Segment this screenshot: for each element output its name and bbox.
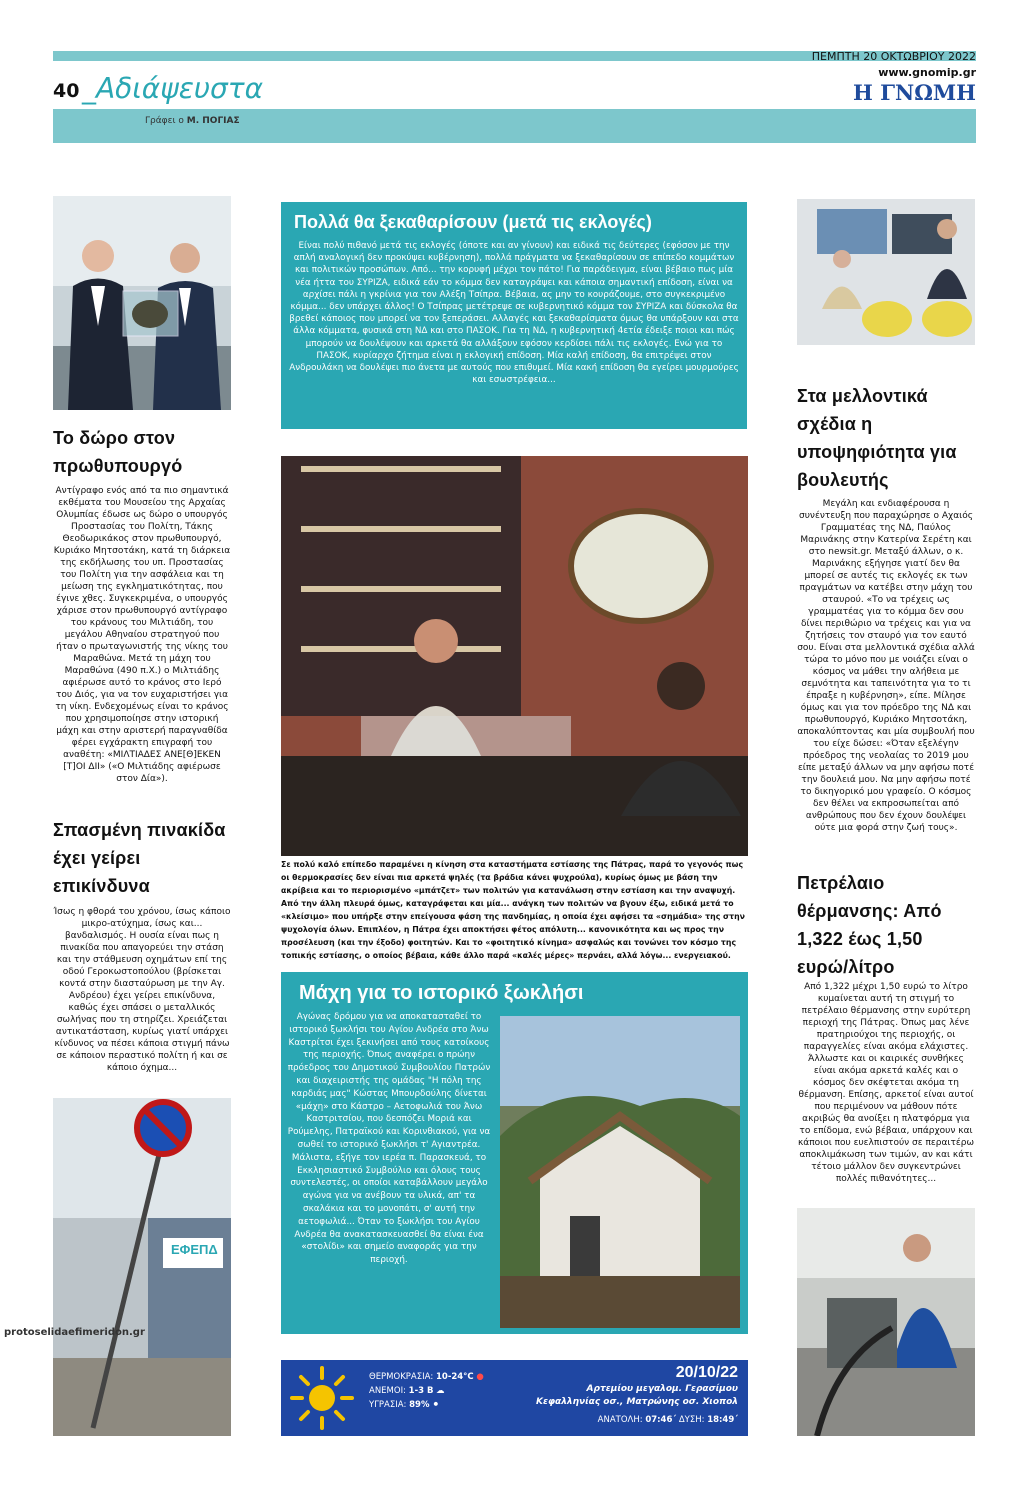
photo-broken-sign [53,1098,231,1436]
byline-bar [53,109,976,143]
sunrise-value: 07:46΄ [645,1415,677,1425]
cloud-icon: ☁ [436,1386,445,1396]
fuel-delivery-illustration [797,1208,975,1436]
photo-gift-ceremony [53,196,231,410]
wind-value: 1-3 Β [408,1386,434,1396]
temperature-label: ΘΕΡΜΟΚΡΑΣΙΑ: [369,1372,434,1382]
gift-ceremony-illustration [53,196,231,410]
article-sign-title: Σπασμένη πινακίδα έχει γείρει επικίνδυνα [53,820,226,896]
byline-prefix: Γράφει ο [145,116,184,126]
byline-author: Μ. ΠΟΓΙΑΣ [186,116,240,126]
article-heating-oil-title: Πετρέλαιο θέρμανσης: Από 1,322 έως 1,50 ευρώ/λίτρο [797,873,942,977]
photo-bar-interior [281,456,748,856]
box-elections-body: Είναι πολύ πιθανό μετά τις εκλογές (όποτε και αν γίνουν) και ειδικά τις δεύτερες (εφόσον με την απλή αναλογική δεν προκύψει κυβέρνηση), πολλά πράγματα να ξεκαθαρίσουν σε επίπεδο κομμάτων και πολιτικών προσώπων. Από... την κορυφή μέχρι τον πάτο! Για παράδειγμα, είναι βέβαιο πως μία νέα ήττα του ΣΥΡΙΖΑ, ειδικά εάν το κόμμα δεν καταγράψει και κάποια σημαντική επίδοση, είναι να αρχίσει πάλι η γκρίνια για τον Αλέξη Τσίπρα. Βέβαια, ας μην το κουράζουμε, στο συγκεκριμένο κόμμα... δεν υπάρχει άλλος! Ο Τσίπρας μετέτρεψε σε κυβερνητικό κόμμα τον ΣΥΡΙΖΑ και δύσκολα θα βρεθεί κάποιος που μπορεί να τον ξεπεράσει. Αλλαγές και ξεκαθαρίσματα όμως θα υπάρξουν και στα άλλα κόμματα, φυσικά στη ΝΔ και στο ΠΑΣΟΚ. Για τη ΝΔ, η κυβερνητική 4ετία έδειξε ποιοι και πώς μπορούν να δουλέψουν και αρκετά θα αλλάξουν εφόσον κερδίσει πάλι τις εκλογές. Ενώ για το ΠΑΣΟΚ, κυρίαρχο ζήτημα είναι η εκλογική επίδοση. Μία καλή επίδοση, θα επιτρέψει στον Ανδρουλάκη να δουλέψει πιο άνετα με αυτούς που επιθυμεί. Μία κακή επίδοση θα εγείρει μουρμούρες και εσωστρέφεια... [289,241,739,386]
humidity-icon: ⚫ [432,1400,440,1410]
photo-chapel-ruins [500,1016,740,1328]
section-title: _Αδιάψευστα [82,72,264,105]
bar-photo-caption: Σε πολύ καλό επίπεδο παραμένει η κίνηση στα καταστήματα εστίασης της Πάτρας, παρά το γεγονός πως οι θερμοκρασίες δεν είναι πια αρκετά ψηλές (τα βράδια κάνει ψυχρούλα), κυρίως όμως με βάση την ακρίβεια και το περιορισμένο «μπάτζετ» των πολιτών για κατανάλωση στην εστίαση και την αναψυχή. Από την άλλη πλευρά όμως, καταγράφεται και μία... ανάγκη των πολιτών να βγουν έξω, ειδικά μετά το «κλείσιμο» που υπήρξε στην επείγουσα φάση της πανδημίας, η οποία έχει αφήσει τα «σημάδια» της στην ψυχολογία όλων. Επιπλέον, η Πάτρα έχει αποκτήσει φέτος απόλυτη... κανονικότητα και ως προς την προσέλευση (και την έξοδο) φοιτητών. Και το «φοιτητικό κίνημα» ασφαλώς και τονώνει τον κόσμο της τοπικής εστίασης, ο οποίος βέβαια, κάθε άλλο παρά «καλές μέρες» περνάει, αλλά λόγω... ενεργειακού. [281,860,745,960]
tv-interview-illustration [797,199,975,345]
sunrise-label: ΑΝΑΤΟΛΗ: [597,1415,643,1425]
weather-box [281,1360,748,1436]
sunset-label: ΔΥΣΗ: [678,1415,705,1425]
issue-date: ΠΕΜΠΤΗ 20 ΟΚΤΩΒΡΙΟΥ 2022 [811,50,976,63]
article-heating-oil-body: Από 1,322 μέχρι 1,50 ευρώ το λίτρο κυμαίνεται αυτή τη στιγμή το πετρέλαιο θέρμανσης στην ευρύτερη περιοχή της Πάτρας. Όπως μας λένε πρατηριούχοι της περιοχής, οι παραγγελίες είναι ακόμα ελάχιστες. Άλλωστε και οι καιρικές συνθήκες είναι ακόμα αρκετά καλές και ο κόσμος δεν σκέφτεται ακόμα τη θέρμανση. Επίσης, αρκετοί είναι αυτοί που περιμένουν να μάθουν πότε ακριβώς θα ανοίξει η πλατφόρμα για το επίδομα, ενώ βέβαια, υπάρχουν και κάποιοι που ευελπιστούν σε περαιτέρω αποκλιμάκωση των τιμών, αν και κάτι τέτοιο μάλλον δεν συγκεντρώνει πολλές πιθανότητες... [797,982,974,1184]
page-number: 40 [53,80,80,102]
article-sign-body: Ίσως η φθορά του χρόνου, ίσως κάποιο μικρο-ατύχημα, ίσως και... βανδαλισμός. Η ουσία είναι πως η πινακίδα που απαγορεύει την στάση και την στάθμευση οχημάτων επί της οδού Γεροκωστοπούλου (βρίσκεται κοντά στην διασταύρωση με την Αγ. Ανδρέου) έχει γείρει επικίνδυνα, καθώς έχει σπάσει ο μεταλλικός σωλήνας που τη στηρίζει. Χρειάζεται αντικατάσταση, κυρίως γιατί υπάρχει κίνδυνος να πέσει κάποια στιγμή πάνω σε κάποιον περαστικό πολίτη ή και σε κάποιο όχημα... [53,907,231,1073]
sun-times [598,1415,738,1425]
article-candidacy-body: Μεγάλη και ενδιαφέρουσα η συνέντευξη που παραχώρησε ο Αχαιός Γραμματέας της ΝΔ, Παύλος Μαρινάκης στην Κατερίνα Σερέτη και στο newsit.gr. Μεταξύ άλλων, ο κ. Μαρινάκης εξήγησε γιατί δεν θα μπορεί σε αυτές τις εκλογές εκ των πραγμάτων να κατέβει στην μάχη του σταυρού. «Το να τρέχεις ως γραμματέας για το κόμμα δεν σου δίνει περιθώριο να τρέχεις και για να ζητήσεις τον σταυρό για τον εαυτό σου. Είναι στα μελλοντικά σχέδια αλλά τώρα το μόνο που με νοιάζει είναι ο κόσμος να μάθει την αλήθεια με σεμνότητα και ταπεινότητα για το τι έπραξε η κυβέρνηση», είπε. Μίλησε όμως και για τον πρόεδρο της ΝΔ και πρωθυπουργό, Κυριάκο Μητσοτάκη, αποκαλύπτοντας και μία συμβουλή που του είχε δώσει: «Όταν εξελέγην πρόεδρος της νεολαίας το 2019 μου είπε μεταξύ άλλων να μην αφήσω ποτέ την δουλειά μου. Να μην αφήσω ποτέ το δικηγορικό μου γραφείο. Ο κόσμος δεν θέλει να εκπροσωπείται από ανθρώπους που δεν έχουν δουλέψει ούτε μια φορά στην ζωή τους». [797,499,975,833]
humidity-label: ΥΓΡΑΣΙΑ: [369,1400,407,1410]
photo-sign-text: ΕΦΕΠΔ [171,1242,218,1257]
chapel-ruins-illustration [500,1016,740,1328]
temperature-value: 10-24°C [435,1372,474,1382]
namedays-line1: Αρτεμίου μεγαλομ. Γερασίμου [586,1384,738,1394]
broken-sign-illustration [53,1098,231,1436]
weather-temperature [369,1372,484,1382]
thermometer-icon: ● [476,1372,484,1382]
humidity-value: 89% [409,1400,430,1410]
article-gift-title: Το δώρο στον πρωθυπουργό [53,428,183,476]
sun-icon [281,1360,363,1436]
weather-humidity [369,1400,439,1410]
box-chapel-body: Αγώνας δρόμου για να αποκατασταθεί το ιστορικό ξωκλήσι του Αγίου Ανδρέα στο Άνω Καστρίτσι έχει ξεκινήσει από τους κατοίκους της περιοχής. Όπως αναφέρει ο πρώην πρόεδρος του Δημοτικού Συμβουλίου Πατρών και διαχειριστής της ομάδας "Η πόλη της καρδιάς μας" Κώστας Μπουρδούλης δίνεται «μάχη» στο Κάστρο – Αετοφωλιά του Άνω Καστριτσίου, που δεσπόζει Μοριά και Ρούμελης, Πατραϊκού και Κορινθιακού, για να σωθεί το ιστορικό ξωκλήσι τ' Αγιαντρέα. Μάλιστα, εξήγε τον ιερέα π. Παρασκευά, το Εκκλησιαστικό Συμβούλιο και όλους τους συντελεστές, οι οποίοι καταβάλλουν μεγάλο αγώνα για να ανέβουν τα υλικά, απ' τα σκαλάκια και το μονοπάτι, σ' αυτή την αετοφωλιά... Όταν το ξωκλήσι του Αγίου Ανδρέα θα ανακατασκευασθεί θα είναι ένα «στολίδι» και σημείο αναφοράς για την περιοχή. [287,1012,491,1266]
photo-tv-interview [797,199,975,345]
newspaper-logo: Η ΓΝΩΜΗ [852,80,976,105]
photo-fuel-delivery [797,1208,975,1436]
byline [145,116,240,126]
wind-label: ΑΝΕΜΟΙ: [369,1386,406,1396]
namedays-line2: Κεφαλληνίας οσ., Ματρώνης οσ. Χιοπολ [536,1397,738,1407]
article-gift-body: Αντίγραφο ενός από τα πιο σημαντικά εκθέματα του Μουσείου της Αρχαίας Ολυμπίας έδωσε ως δώρο ο υπουργός Προστασίας του Πολίτη, Τάκης Θεοδωρικάκος στον πρωθυπουργό, Κυριάκο Μητσοτάκη, κατά τη διάρκεια της εκδήλωσης του υπ. Προστασίας του Πολίτη για την ασφάλεια και τη μείωση της εγκληματικότητας, που έγινε χθες. Συγκεκριμένα, ο υπουργός χάρισε στον πρωθυπουργό αντίγραφο του κράνους του Μιλτιάδη, του μεγάλου Αθηναίου στρατηγού που ήταν ο πρωταγωνιστής της νίκης του Μαραθώνα. Μετά τη μάχη του Μαραθώνα (490 π.Χ.) ο Μιλτιάδης αφιέρωσε αυτό το κράνος στο Ιερό του Διός, για να τον ευχαριστήσει για τη νίκη. Ενδεχομένως είναι το κράνος που χρησιμοποίησε στην ιστορική μάχη και στην αριστερή παραγναθίδα φέρει εγχάρακτη επιγραφή του αναθέτη: «ΜΙΛΤΙΑΔΕΣ ΑΝΕ[Θ]ΕΚΕΝ [Τ]ΟΙ ΔΙΙ» («Ο Μιλτιάδης αφιέρωσε στον Δία»). [53,486,231,784]
box-elections-title: Πολλά θα ξεκαθαρίσουν (μετά τις εκλογές) [294,212,652,232]
watermark: protoselidaefimeridon.gr [4,1327,145,1338]
article-candidacy-title: Στα μελλοντικά σχέδια η υποψηφιότητα για βουλευτής [797,386,957,490]
weather-sun-panel [281,1360,363,1436]
bar-interior-illustration [281,456,748,856]
box-chapel-title: Μάχη για το ιστορικό ξωκλήσι [299,982,584,1004]
website-link[interactable]: www.gnomip.gr [878,66,976,79]
weather-wind [369,1386,445,1396]
sunset-value: 18:49΄ [707,1415,738,1425]
weather-date: 20/10/22 [675,1364,738,1381]
